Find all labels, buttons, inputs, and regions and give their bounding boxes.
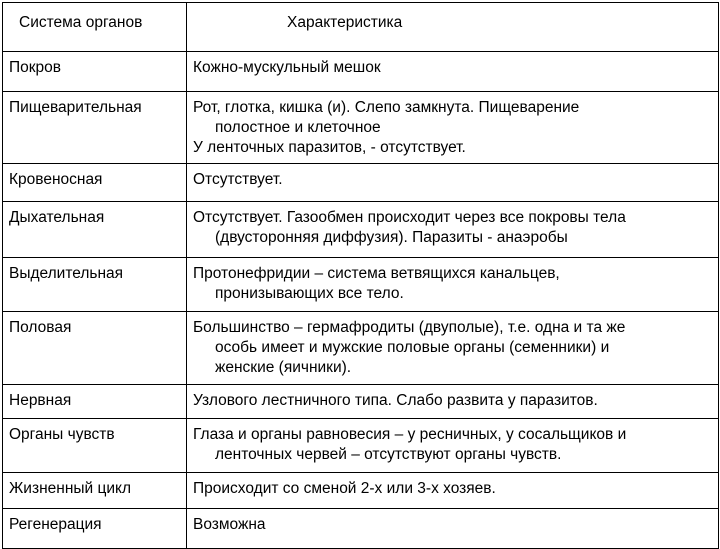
characteristic-line: Глаза и органы равновесия – у ресничных, у сосальщиков и (193, 426, 627, 443)
organ-name: Жизненный цикл (3, 473, 187, 509)
header-characteristic: Характеристика (187, 3, 719, 52)
characteristic-line: Отсутствует. (193, 171, 283, 188)
organ-characteristic (187, 473, 719, 509)
table-row (3, 258, 719, 312)
characteristic-line: Большинство – гермафродиты (двуполые), т.е. одна и та же (193, 319, 626, 336)
characteristic-line: Отсутствует. Газообмен происходит через все покровы тела (193, 209, 626, 226)
characteristic-line: женские (яичники). (215, 359, 352, 376)
characteristic-line: (двусторонняя диффузия). Паразиты - анаэробы (215, 229, 568, 246)
characteristic-line: Возможна (193, 516, 266, 533)
organ-characteristic (187, 419, 719, 473)
table-header-row (3, 3, 719, 52)
organ-name: Выделительная (3, 258, 187, 312)
characteristic-line: ленточных червей – отсутствуют органы чувств. (215, 446, 562, 463)
header-organ-system: Система органов (3, 3, 187, 52)
organ-name: Половая (3, 312, 187, 385)
organ-name: Нервная (3, 385, 187, 419)
organ-characteristic (187, 312, 719, 385)
organ-characteristic (187, 509, 719, 549)
table-row (3, 164, 719, 202)
table-row (3, 419, 719, 473)
organ-characteristic (187, 92, 719, 164)
organ-characteristic (187, 52, 719, 92)
table-row (3, 473, 719, 509)
organ-characteristic (187, 202, 719, 258)
characteristic-line: Происходит со сменой 2-х или 3-х хозяев. (193, 480, 496, 497)
organ-name: Кровеносная (3, 164, 187, 202)
table-row (3, 385, 719, 419)
organ-name: Покров (3, 52, 187, 92)
characteristic-line: Рот, глотка, кишка (и). Слепо замкнута. Пищеварение (193, 99, 580, 116)
characteristic-line: пронизывающих все тело. (215, 285, 404, 302)
organ-systems-table (2, 2, 719, 549)
organ-name: Регенерация (3, 509, 187, 549)
table-row (3, 312, 719, 385)
organ-characteristic (187, 385, 719, 419)
table-row (3, 52, 719, 92)
table-row (3, 202, 719, 258)
characteristic-line: Кожно-мускульный мешок (193, 59, 381, 76)
table-row (3, 92, 719, 164)
characteristic-line: Узлового лестничного типа. Слабо развита у паразитов. (193, 392, 598, 409)
organ-name: Пищеварительная (3, 92, 187, 164)
table-row (3, 509, 719, 549)
characteristic-line: У ленточных паразитов, - отсутствует. (193, 139, 466, 156)
characteristic-line: полостное и клеточное (215, 119, 381, 136)
organ-name: Дыхательная (3, 202, 187, 258)
organ-characteristic (187, 164, 719, 202)
characteristic-line: особь имеет и мужские половые органы (семенники) и (215, 339, 610, 356)
organ-name: Органы чувств (3, 419, 187, 473)
characteristic-line: Протонефридии – система ветвящихся канальцев, (193, 265, 560, 282)
organ-characteristic (187, 258, 719, 312)
